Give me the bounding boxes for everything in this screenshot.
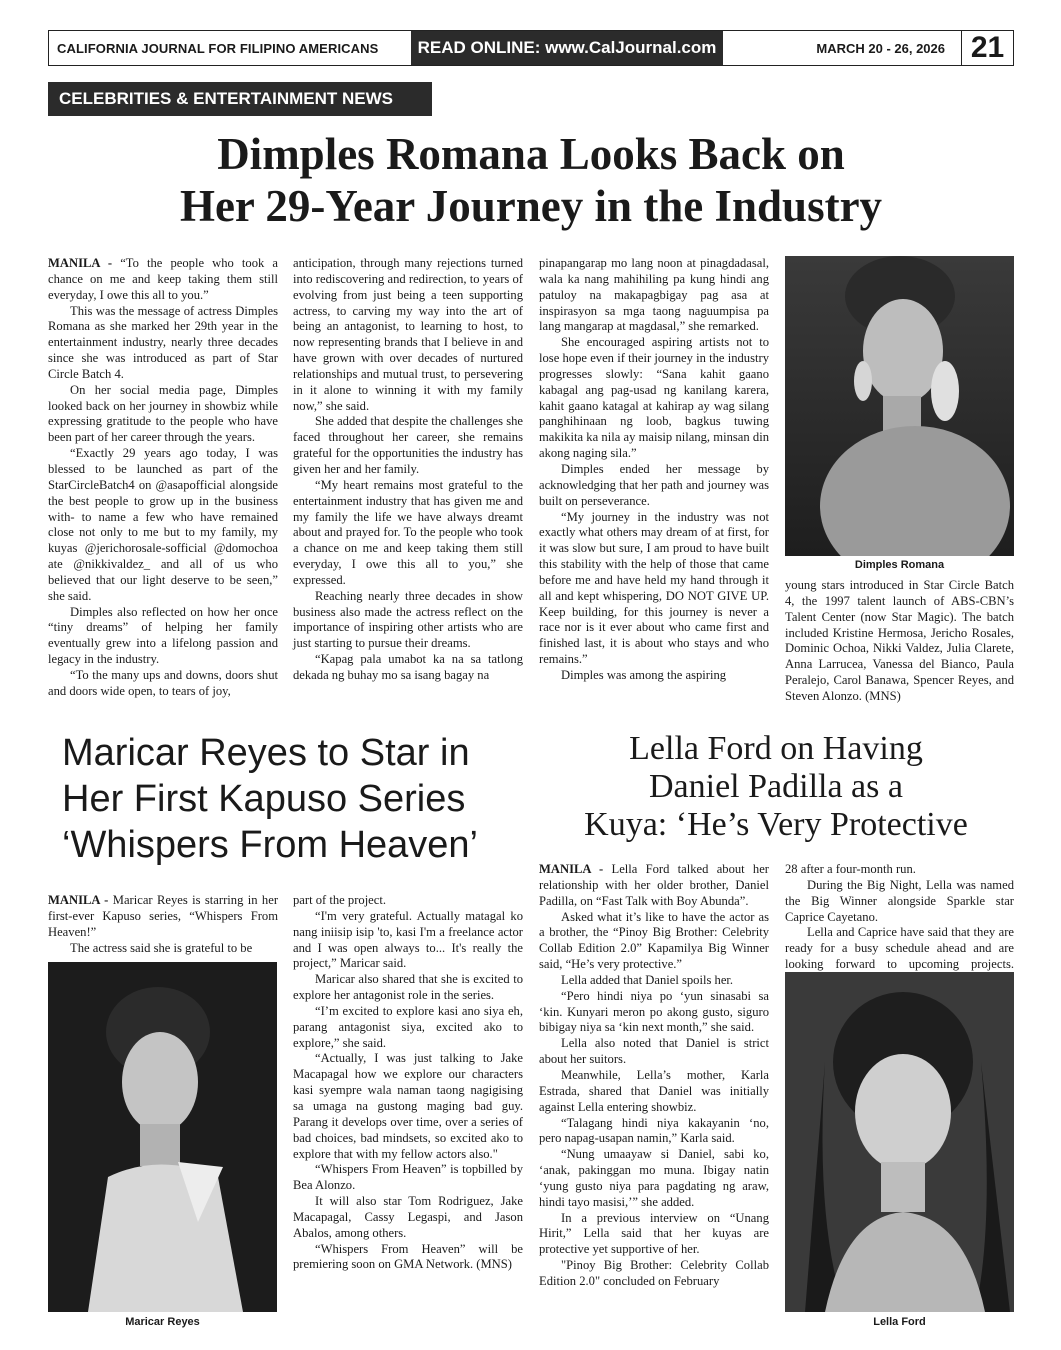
article2-paragraph: “I'm very grateful. Actually matagal ko nang iniisip isip 'to, kasi I'm a freelance actor and I was open always to... It's really the project,” Maricar said. <box>293 908 523 971</box>
article3-headline-line3: Kuya: ‘He’s Very Protective <box>584 806 968 843</box>
article1-col3 <box>539 256 769 684</box>
article3-paragraph: Meanwhile, Lella’s mother, Karla Estrada, shared that Daniel was initially against Lella entering showbiz. <box>539 1067 769 1114</box>
article2-paragraph: It will also star Tom Rodriguez, Jake Macapagal, Cassy Legaspi, and Jason Abalos, among others. <box>293 1194 523 1240</box>
article1-paragraph: She added that despite the challenges she faced throughout her career, she remains grateful for the opportunities the industry has given her and her family. <box>293 414 523 476</box>
article1-col4 <box>785 578 1014 705</box>
article2-col1 <box>48 893 278 956</box>
maricar-photo-caption: Maricar Reyes <box>125 1316 200 1328</box>
article1-paragraph: On her social media page, Dimples looked back on her journey in showbiz while expressing gratitude to the people who have been part of her career through the years. <box>48 382 278 445</box>
article2-dateline: MANILA - <box>48 893 109 907</box>
article1-paragraph: pinapangarap mo lang noon at pinagdadasal, wala ka nang mahihiling pa kung hindi ang patuloy na makapagbigay pag asa at inspirasyon sa mga taong naguumpisa pa lang mangarap at magdasal,” she remarked. <box>539 256 769 334</box>
portrait-image <box>785 256 1014 556</box>
page-number: 21 <box>961 31 1013 65</box>
article1-headline-line1: Dimples Romana Looks Back on <box>217 129 845 179</box>
article2-paragraph: The actress said she is grateful to be <box>70 940 253 955</box>
article3-col2 <box>785 862 1014 989</box>
issue-date: MARCH 20 - 26, 2026 <box>816 40 945 56</box>
article1-paragraph: Dimples also reflected on how her once “tiny dreams” of helping her family eventually grew into a lifelong passion and legacy in the industry. <box>48 604 278 667</box>
publication-name: CALIFORNIA JOURNAL FOR FILIPINO AMERICANS <box>57 40 379 56</box>
article1-paragraph: “Exactly 29 years ago today, I was blessed to be launched as part of the StarCircleBatch4 on @asapofficial alongside the best people to grow up in the business with- to name a few who have remained close not only to me but to my family, my kuyas @jerichorosale-sofficial @domochoa ate @nikkivaldez_ and all of us who believed that our light deserve to be seen,” she said. <box>48 446 278 603</box>
article2-paragraph: “Whispers From Heaven” is topbilled by Bea Alonzo. <box>293 1162 523 1193</box>
article1-col1 <box>48 256 278 700</box>
article1-col2 <box>293 256 523 684</box>
article3-paragraph: "Pinoy Big Brother: Celebrity Collab Edition 2.0" concluded on February <box>539 1258 769 1288</box>
read-online-link[interactable]: READ ONLINE: www.CalJournal.com <box>411 31 723 65</box>
article1-paragraph: This was the message of actress Dimples Romana as she marked her 29th year in the entertainment industry, nearly three decades since she was introduced as part of Star Circle Batch 4. <box>48 303 278 381</box>
article2-headline <box>62 730 512 868</box>
article1-paragraph: “Kapag pala umabot ka na sa tatlong dekada ng buhay mo sa isang bagay na <box>293 652 523 682</box>
article2-paragraph: “Whispers From Heaven” will be premiering soon on GMA Network. (MNS) <box>293 1241 523 1272</box>
article3-paragraph: In a previous interview on “Unang Hirit,” Lella said that her kuyas are protective yet supportive of her. <box>539 1210 769 1257</box>
article3-paragraph: Lella added that Daniel spoils her. <box>561 972 734 987</box>
article1-paragraph: “My heart remains most grateful to the entertainment industry that has given me and my family the life we have always dreamt about and prayed for. To the people who took a chance on me and keep taking them still everyday, I owe this all to you,” she expressed. <box>293 477 523 587</box>
article2-headline-line1: Maricar Reyes to Star in <box>62 732 470 774</box>
article2-paragraph: “Actually, I was just talking to Jake Macapagal how we explore our characters kasi syempre wala naman taong nagigising sa umaga na gustong maging bad guy. Parang it develops over time, over a series of bad choices, bad mindsets, so excited ako to explore that with my fellow actors also." <box>293 1051 523 1161</box>
article3-paragraph: Asked what it’s like to have the actor as a brother, the “Pinoy Big Brother: Celebrity Collab Edition 2.0” Kapamilya Big Winner said, “He’s very protective.” <box>539 909 769 972</box>
section-label: CELEBRITIES & ENTERTAINMENT NEWS <box>48 82 432 116</box>
dimples-romana-photo <box>785 256 1014 556</box>
article3-paragraph: “Nung umaayaw si Daniel, sabi ko, ‘anak, pakinggan mo muna. Ibigay natin ‘yung gusto niya para pagdating ng araw, hindi tayo masisi,’” she added. <box>539 1147 769 1209</box>
article1-paragraph: Dimples was among the aspiring <box>561 667 727 682</box>
portrait-image <box>785 972 1014 1312</box>
article1-paragraph: Dimples ended her message by acknowledging that her path and journey was built on perseverance. <box>539 461 769 508</box>
article3-paragraph: MANILA - Lella Ford talked about her relationship with her older brother, Daniel Padilla, on “Fast Talk with Boy Abunda”. <box>539 862 770 908</box>
lella-ford-photo <box>785 972 1014 1312</box>
article2-paragraph: Maricar also shared that she is excited to explore her antagonist role in the series. <box>293 972 523 1003</box>
article1-paragraph: MANILA - “To the people who took a chance on me and keep taking them still everyday, I owe this all to you.” <box>48 256 278 302</box>
article2-paragraph: MANILA - Maricar Reyes is starring in her first-ever Kapuso series, “Whispers From Heaven!” <box>48 893 279 939</box>
article1-paragraph: She encouraged aspiring artists not to lose hope even if their journey in the industry progresses slowly: “Sana kahit gaano kabagal ang pag-usad ng kanilang karera, kahit gaano katagal at kahirap ay wag silang panghihinaan ng loob, bagkus tuwing makikita ka nila ay maisip nilang, minsan din akong naging sila.” <box>539 335 769 461</box>
article1-headline-line2: Her 29-Year Journey in the Industry <box>179 181 883 231</box>
dimples-photo-caption: Dimples Romana <box>854 559 945 571</box>
article2-headline-line2: Her First Kapuso Series <box>62 778 466 820</box>
article3-paragraph: Lella and Caprice have said that they are ready for a busy schedule ahead and are looking forward to upcoming projects. <box>785 925 1014 972</box>
article3-paragraph: 28 after a four-month run. <box>785 862 916 876</box>
article1-paragraph: Reaching nearly three decades in show business also made the actress reflect on the importance of inspiring other artists who are just starting to pursue their dreams. <box>293 588 523 651</box>
article3-paragraph: “Pero hindi niya po ‘yun sinasabi sa ‘kin. Kunyari meron po akong gusto, siguro bibigay niya sa ‘kin next month,” she said. <box>539 988 769 1035</box>
masthead-bar <box>48 30 1014 66</box>
article2-paragraph: part of the project. <box>293 893 387 907</box>
article1-paragraph: young stars introduced in Star Circle Batch 4, the 1997 talent launch of ABS-CBN’s Talent Center (now Star Magic). The batch included Kristine Hermosa, Jericho Rosales, Dominic Ochoa, Nikki Valdez, Julia Clarete, Anna Larrucea, Vanessa del Bianco, Paula Peralejo, Carol Banawa, Spencer Reyes, and Steven Alonzo. (MNS) <box>785 578 1014 703</box>
article2-headline-line3: ‘Whispers From Heaven’ <box>62 824 478 866</box>
article2-paragraph: “I’m excited to explore kasi ano siya eh, parang antagonist siya, excited ako to explore,” she said. <box>293 1003 523 1050</box>
article1-paragraph: “To the many ups and downs, doors shut and doors wide open, to tears of joy, <box>48 667 278 698</box>
article3-paragraph: “Talagang hindi niya kakayanin ‘no, pero napag-usapan namin,” Karla said. <box>539 1115 769 1146</box>
article3-dateline: MANILA - <box>539 862 604 876</box>
article1-paragraph: “My journey in the industry was not exactly what others may dream of at first, for it was slow but sure, I am proud to have built this stability with the help of those that came before me and have held my hand through it all and kept whispering, DO NOT GIVE UP. Keep building, for this journey is never a race nor is it ever about who came first and finished last, it is about who stays and who remains.” <box>539 509 769 667</box>
portrait-image <box>48 962 277 1312</box>
article1-headline <box>60 128 1002 232</box>
article3-paragraph: During the Big Night, Lella was named the Big Winner alongside Sparkle star Caprice Cayetano. <box>785 877 1014 924</box>
article2-col2 <box>293 893 523 1273</box>
maricar-reyes-photo <box>48 962 277 1312</box>
article1-dateline: MANILA - <box>48 256 113 270</box>
article3-headline-line2: Daniel Padilla as a <box>649 768 903 805</box>
article3-paragraph: Lella also noted that Daniel is strict about her suitors. <box>539 1036 769 1067</box>
article3-headline-line1: Lella Ford on Having <box>629 730 923 767</box>
lella-photo-caption: Lella Ford <box>873 1316 926 1328</box>
article1-paragraph: anticipation, through many rejections turned into rediscovering and redirection, to years of evolving from just being a teen supporting actress, to carving my way into the art of being an antagonist, to learning to host, to now representing brands that I believe in and have grown with over decades of nurtured relationships and mutual trust, to persevering in it alone to winning it with my family now,” she said. <box>293 256 523 413</box>
article3-headline <box>540 730 1012 844</box>
article3-col1 <box>539 862 769 1290</box>
